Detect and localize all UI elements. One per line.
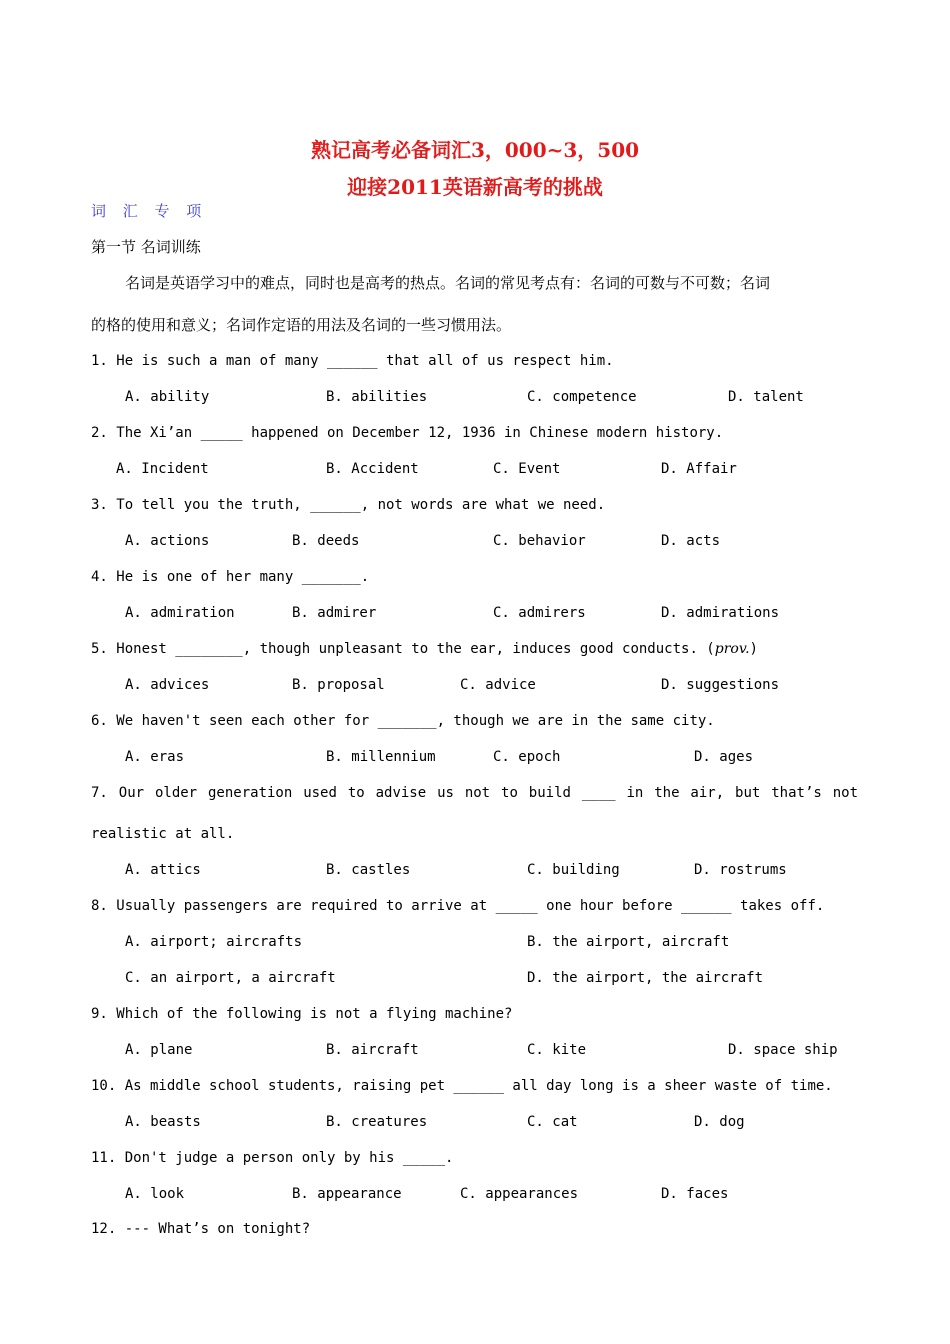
- option-a: A. eras: [125, 749, 185, 765]
- question-stem: [91, 639, 758, 659]
- question-stem: 2. The Xi’an _____ happened on December 12, 1936 in Chinese modern history.: [91, 425, 724, 441]
- question-stem: 7. Our older generation used to advise us not to build ____ in the air, but that’s not: [91, 785, 858, 801]
- option-c: C. epoch: [493, 749, 561, 765]
- option-b: B. the airport, aircraft: [527, 934, 730, 950]
- option-b: B. proposal: [292, 677, 385, 693]
- option-a: A. ability: [125, 389, 210, 405]
- option-c: C. competence: [527, 389, 637, 405]
- document-subtitle: 迎接2011英语新高考的挑战: [347, 175, 603, 199]
- option-d: D. ages: [694, 749, 754, 765]
- intro-paragraph-line1: 名词是英语学习中的难点，同时也是高考的热点。名词的常见考点有：名词的可数与不可数；名词: [125, 274, 771, 292]
- option-a: A. Incident: [116, 461, 209, 477]
- option-a: A. advices: [125, 677, 210, 693]
- proverb-abbreviation: prov.: [714, 641, 750, 657]
- option-c: C. kite: [527, 1042, 587, 1058]
- option-d: D. talent: [728, 389, 804, 405]
- question-stem: 4. He is one of her many _______.: [91, 569, 370, 585]
- option-d: D. rostrums: [694, 862, 787, 878]
- option-a: A. attics: [125, 862, 201, 878]
- option-b: B. Accident: [326, 461, 419, 477]
- option-c: C. cat: [527, 1114, 578, 1130]
- question-stem: 9. Which of the following is not a flying machine?: [91, 1006, 513, 1022]
- option-d: D. the airport, the aircraft: [527, 970, 764, 986]
- option-d: D. admirations: [661, 605, 780, 621]
- option-c: C. behavior: [493, 533, 586, 549]
- option-d: D. suggestions: [661, 677, 780, 693]
- option-b: B. creatures: [326, 1114, 428, 1130]
- option-b: B. castles: [326, 862, 411, 878]
- option-d: D. Affair: [661, 461, 737, 477]
- option-a: A. actions: [125, 533, 210, 549]
- question-stem-tail: ): [749, 641, 758, 657]
- option-b: B. admirer: [292, 605, 377, 621]
- option-d: D. acts: [661, 533, 721, 549]
- option-a: A. plane: [125, 1042, 193, 1058]
- section-tag: 词 汇 专 项: [91, 202, 208, 220]
- option-d: D. faces: [661, 1186, 729, 1202]
- question-stem: 12. --- What’s on tonight?: [91, 1221, 311, 1237]
- option-b: B. aircraft: [326, 1042, 419, 1058]
- document-title: 熟记高考必备词汇3，000~3，500: [310, 138, 640, 162]
- option-a: A. beasts: [125, 1114, 201, 1130]
- question-stem: 6. We haven't seen each other for _______, though we are in the same city.: [91, 713, 715, 729]
- question-stem: 10. As middle school students, raising pet ______ all day long is a sheer waste of time.: [91, 1078, 833, 1094]
- question-stem: 1. He is such a man of many ______ that all of us respect him.: [91, 353, 614, 369]
- option-c: C. appearances: [460, 1186, 579, 1202]
- option-a: A. admiration: [125, 605, 235, 621]
- intro-paragraph-line2: 的格的使用和意义；名词作定语的用法及名词的一些习惯用法。: [91, 316, 512, 334]
- option-c: C. Event: [493, 461, 561, 477]
- question-stem: 3. To tell you the truth, ______, not words are what we need.: [91, 497, 606, 513]
- option-c: C. advice: [460, 677, 536, 693]
- question-stem-text: 5. Honest ________, though unpleasant to the ear, induces good conducts. (: [91, 641, 715, 657]
- option-d: D. dog: [694, 1114, 745, 1130]
- question-stem: 11. Don't judge a person only by his _____.: [91, 1150, 454, 1166]
- option-b: B. deeds: [292, 533, 360, 549]
- option-c: C. building: [527, 862, 620, 878]
- option-d: D. space ship: [728, 1042, 838, 1058]
- option-c: C. an airport, a aircraft: [125, 970, 336, 986]
- question-stem-continuation: realistic at all.: [91, 826, 235, 842]
- question-stem: 8. Usually passengers are required to arrive at _____ one hour before ______ takes off.: [91, 898, 825, 914]
- option-c: C. admirers: [493, 605, 586, 621]
- subsection-heading: 第一节 名词训练: [91, 238, 201, 256]
- option-a: A. look: [125, 1186, 185, 1202]
- option-b: B. millennium: [326, 749, 436, 765]
- option-a: A. airport; aircrafts: [125, 934, 303, 950]
- option-b: B. appearance: [292, 1186, 402, 1202]
- option-b: B. abilities: [326, 389, 428, 405]
